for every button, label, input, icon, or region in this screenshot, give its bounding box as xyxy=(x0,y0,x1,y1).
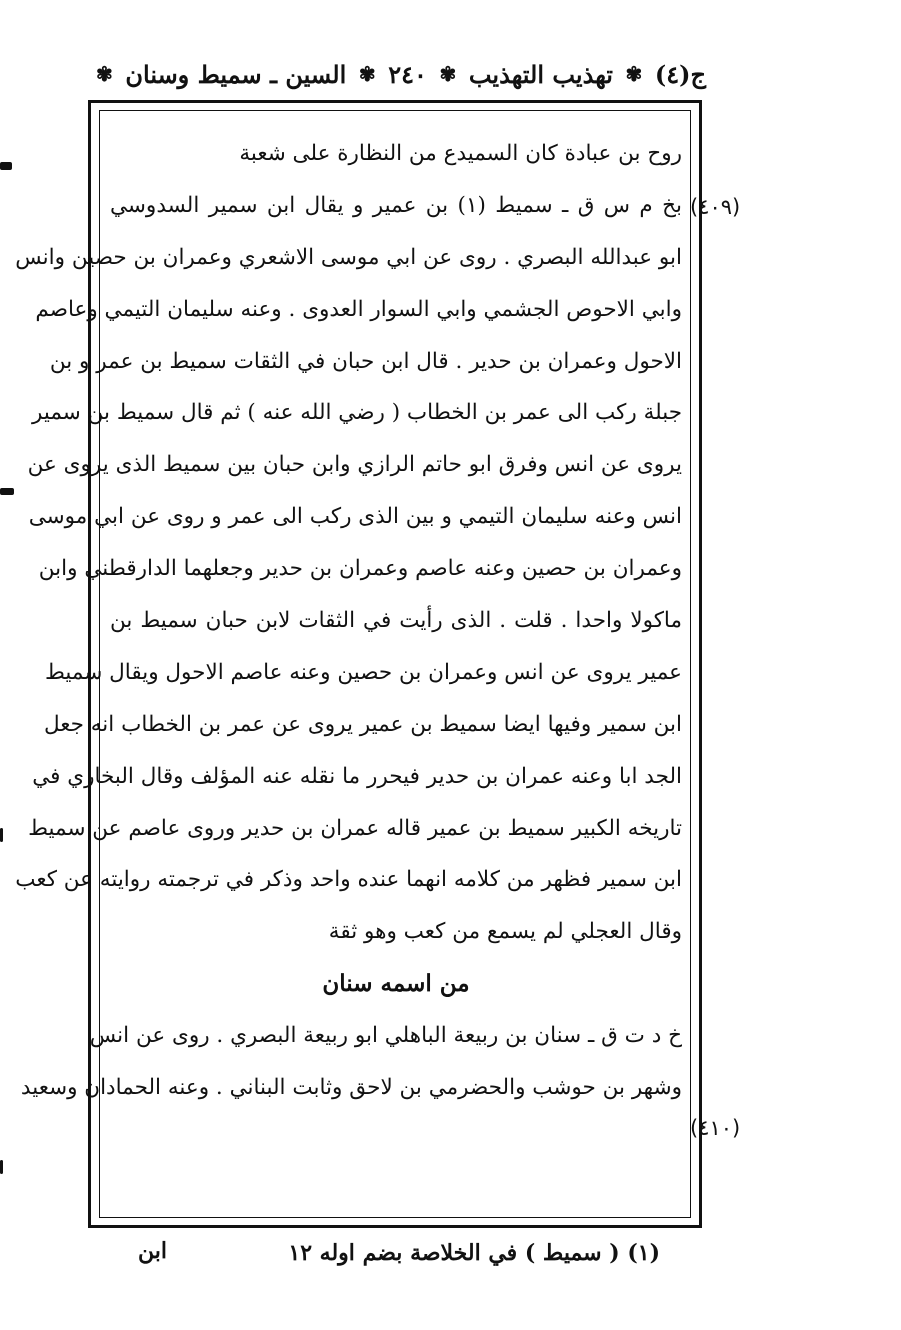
text-line: الاحول وعمران بن حدير . قال ابن حبان في الثقات سميط بن عمر و بن xyxy=(49,348,682,374)
text-line: روح بن عبادة كان السميدع من النظارة على شعبة xyxy=(239,141,682,166)
page-number: ٢٤٠ xyxy=(388,59,427,89)
margin-mark xyxy=(0,488,14,495)
text-line: وابي الاحوص الجشمي وابي السوار العدوى . وعنه سليمان التيمي وعاصم xyxy=(35,296,682,322)
text-line: ابن سمير فظهر من كلامه انهما عنده واحد وذكر في ترجمته روايته عن كعب xyxy=(15,867,682,893)
running-header xyxy=(96,52,706,96)
margin-mark xyxy=(0,1160,3,1174)
ornament-icon: ✾ xyxy=(96,62,113,86)
text-line: يروى عن انس وفرق ابو حاتم الرازي وابن حبان بين سميط الذى يروى عن xyxy=(27,452,682,478)
margin-mark xyxy=(0,828,3,842)
text-line: وقال العجلي لم يسمع من كعب وهو ثقة xyxy=(328,919,682,945)
text-body xyxy=(15,128,683,1114)
text-line: ماكولا واحدا . قلت . الذى رأيت في الثقات لابن حبان سميط بن xyxy=(110,608,682,634)
text-line: جبلة ركب الى عمر بن الخطاب ( رضي الله عنه ) ثم قال سميط بن سمير xyxy=(32,400,682,426)
volume-label: ج(٤) xyxy=(654,59,706,89)
entry-number-410: (٤١٠) xyxy=(690,1116,741,1140)
section-title: السين ـ سميط وسنان xyxy=(125,59,347,89)
text-line: تاريخه الكبير سميط بن عمير قاله عمران بن حدير وروى عاصم عن سميط xyxy=(28,815,682,841)
text-line: ابو عبدالله البصري . روى عن ابي موسى الاشعري وعمران بن حصين وانس xyxy=(15,244,682,270)
text-line: خ د ت ق ـ سنان بن ربيعة الباهلي ابو ربيعة البصري . روى عن انس xyxy=(89,1023,682,1049)
catchword: ابن xyxy=(138,1238,167,1264)
text-line: بخ م س ق ـ سميط (١) بن عمير و يقال ابن سمير السدوسي xyxy=(110,192,683,218)
margin-mark xyxy=(0,162,12,170)
text-line: عمير يروى عن انس وعمران بن حصين وعنه عاصم الاحول ويقال سميط xyxy=(45,659,682,685)
ornament-icon: ✾ xyxy=(625,62,643,86)
text-line: وشهر بن حوشب والحضرمي بن لاحق وثابت البناني . وعنه الحمادان وسعيد xyxy=(20,1075,682,1101)
text-line: ابن سمير وفيها ايضا سميط بن عمير يروى عن عمر بن الخطاب انه جعل xyxy=(43,711,682,737)
footnote: (١) ( سميط ) في الخلاصة بضم اوله ١٢ xyxy=(288,1240,660,1266)
ornament-icon: ✾ xyxy=(358,62,376,86)
entry-number-409: (٤٠٩) xyxy=(690,195,741,219)
book-title: تهذيب التهذيب xyxy=(468,59,613,89)
text-line: وعمران بن حصين وعنه عاصم وعمران بن حدير وجعلهما الدارقطني وابن xyxy=(38,556,682,582)
text-line: الجد ابا وعنه عمران بن حدير فيحرر ما نقله عنه المؤلف وقال البخاري في xyxy=(32,763,682,789)
text-line: انس وعنه سليمان التيمي و بين الذى ركب الى عمر و روى عن ابي موسى xyxy=(28,504,682,530)
ornament-icon: ✾ xyxy=(439,62,457,86)
section-heading: من اسمه سنان xyxy=(322,970,470,998)
